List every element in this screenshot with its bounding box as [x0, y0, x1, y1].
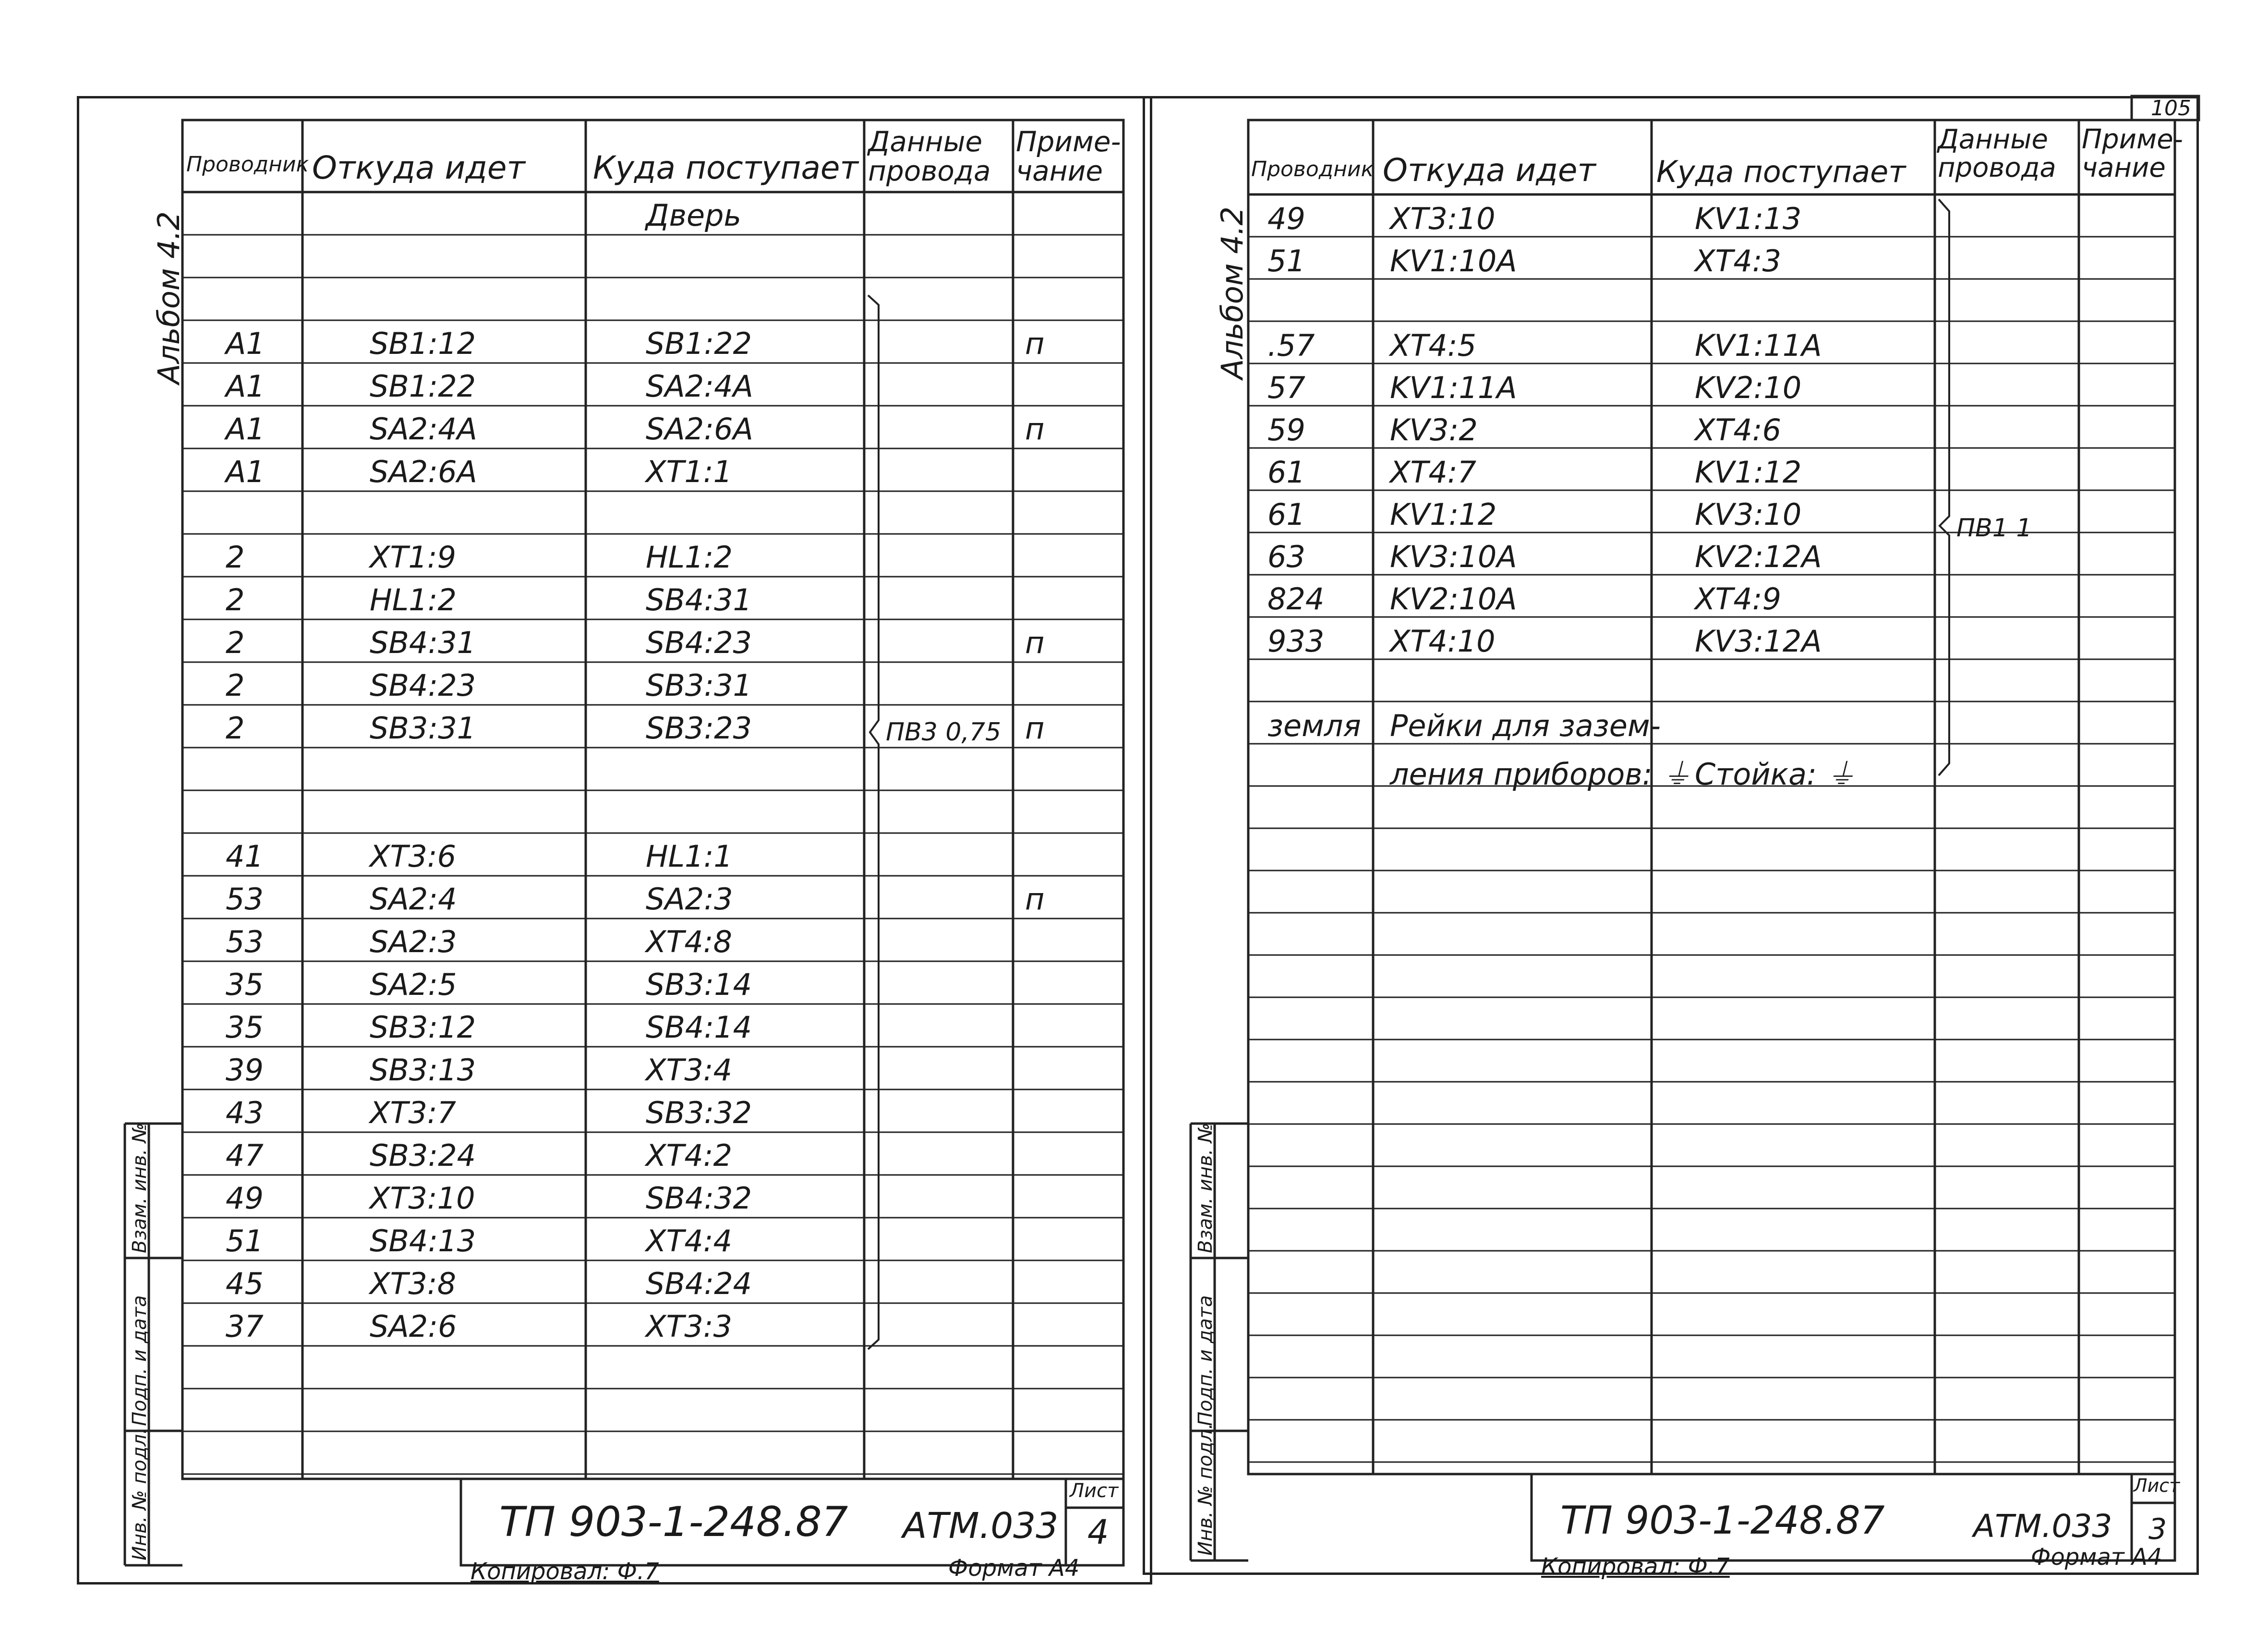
row-conductor: 45	[226, 1266, 264, 1301]
row-to: XT1:1	[646, 454, 733, 489]
right-wire-spec: ПВ1 1	[1956, 514, 2032, 543]
row-from: XT4:7	[1390, 455, 1477, 490]
row-from: SA2:6	[370, 1309, 457, 1344]
right-format: Формат А4	[2031, 1544, 2162, 1571]
row-to: KV3:12A	[1695, 624, 1822, 659]
row-conductor: 51	[1267, 243, 1305, 278]
row-from: SA2:3	[370, 924, 457, 959]
row-conductor: 53	[226, 882, 264, 917]
right-side-replace-label: Взам. инв. №	[1194, 1123, 1217, 1253]
row-to: XT4:9	[1695, 581, 1782, 617]
row-to: HL1:2	[646, 540, 733, 575]
row-conductor: 41	[226, 839, 264, 874]
row-conductor: 824	[1267, 581, 1325, 617]
row-from: XT3:10	[370, 1181, 475, 1216]
row-to: XT4:2	[646, 1138, 733, 1173]
row-from: KV1:11A	[1390, 370, 1517, 405]
row-from: ления приборов: ⏚	[1390, 757, 1692, 792]
row-from: XT4:5	[1390, 328, 1477, 363]
left-album-label: Альбом 4.2	[151, 211, 186, 384]
right-wire-bracket	[1939, 199, 1949, 775]
row-conductor: 61	[1267, 455, 1305, 490]
row-from: SA2:6A	[370, 454, 477, 489]
row-conductor: 2	[226, 711, 245, 746]
row-from: SB4:31	[370, 625, 476, 660]
row-conductor: 51	[226, 1223, 264, 1258]
row-conductor: 933	[1267, 624, 1325, 659]
row-to: SB3:23	[646, 711, 752, 746]
row-conductor: 2	[226, 668, 245, 703]
row-conductor: 59	[1267, 412, 1305, 448]
right-header-from: Откуда идет	[1383, 152, 1596, 189]
right-header-to: Куда поступает	[1656, 154, 1906, 189]
left-wire-spec: ПВ3 0,75	[886, 718, 1001, 747]
row-note: п	[1025, 711, 1045, 746]
row-to: XT4:3	[1695, 243, 1782, 278]
right-sheet-number: 3	[2148, 1512, 2167, 1546]
row-note: п	[1025, 326, 1045, 361]
left-header-note: Приме- чание	[1016, 125, 1121, 187]
row-note: п	[1025, 882, 1045, 917]
row-from: SA2:4	[370, 882, 457, 917]
left-sheet-label: Лист	[1070, 1480, 1119, 1502]
row-note: п	[1025, 625, 1045, 660]
row-from: SB4:23	[370, 668, 476, 703]
row-conductor: 47	[226, 1138, 264, 1173]
row-from: SB3:13	[370, 1052, 476, 1088]
row-to: KV3:10	[1695, 497, 1802, 532]
left-side-replace-label: Взам. инв. №	[129, 1123, 151, 1253]
row-conductor: 35	[226, 967, 264, 1002]
right-header-wire-data: Данные провода	[1938, 124, 2056, 183]
row-from: XT3:10	[1390, 201, 1496, 236]
row-conductor: А1	[226, 369, 265, 404]
row-to: SA2:4A	[646, 369, 753, 404]
row-from: SB3:24	[370, 1138, 476, 1173]
row-from: XT1:9	[370, 540, 457, 575]
row-conductor: 63	[1267, 539, 1305, 574]
row-from: SB1:12	[370, 326, 476, 361]
row-conductor: 2	[226, 540, 245, 575]
row-conductor: 2	[226, 625, 245, 660]
left-sheet-number: 4	[1087, 1512, 1109, 1552]
row-from: XT4:10	[1390, 624, 1496, 659]
row-from: Рейки для зазем-	[1390, 708, 1661, 743]
right-side-inv-label: Инв. № подл.	[1194, 1423, 1217, 1556]
row-from: SB3:31	[370, 711, 476, 746]
right-header-conductor: Проводник	[1251, 157, 1374, 181]
row-to: KV2:10	[1695, 370, 1802, 405]
row-to: KV1:13	[1695, 201, 1802, 236]
row-to: SB3:32	[646, 1095, 752, 1130]
row-from: XT3:7	[370, 1095, 457, 1130]
row-conductor: 2	[226, 582, 245, 617]
row-from: XT3:8	[370, 1266, 457, 1301]
row-to: KV1:11A	[1695, 328, 1822, 363]
row-from: HL1:2	[370, 582, 457, 617]
row-conductor: А1	[226, 326, 265, 361]
row-to: KV1:12	[1695, 455, 1802, 490]
right-album-label: Альбом 4.2	[1215, 206, 1250, 379]
row-conductor: 39	[226, 1052, 264, 1088]
row-from: SB4:13	[370, 1223, 476, 1258]
right-header-note: Приме- чание	[2082, 124, 2183, 183]
row-conductor: А1	[226, 454, 265, 489]
row-to: XT4:6	[1695, 412, 1782, 448]
left-header-from: Откуда идет	[312, 149, 525, 186]
right-side-sign-label: Подп. и дата	[1194, 1295, 1217, 1426]
row-conductor: 35	[226, 1010, 264, 1045]
row-to: XT4:4	[646, 1223, 733, 1258]
row-to: SB3:31	[646, 668, 752, 703]
row-to: SB4:24	[646, 1266, 752, 1301]
left-header-wire-data: Данные провода	[868, 125, 991, 187]
row-to: XT3:4	[646, 1052, 733, 1088]
row-to: SB4:23	[646, 625, 752, 660]
row-from: KV3:10A	[1390, 539, 1517, 574]
row-from: KV2:10A	[1390, 581, 1517, 617]
row-from: SA2:5	[370, 967, 457, 1002]
left-copied-by: Копировал: Ф.7	[470, 1558, 659, 1585]
row-conductor: 53	[226, 924, 264, 959]
row-to: Стойка: ⏚	[1695, 757, 1856, 792]
row-to: HL1:1	[646, 839, 733, 874]
row-to: SB4:31	[646, 582, 752, 617]
row-conductor: 61	[1267, 497, 1305, 532]
row-note: п	[1025, 411, 1045, 447]
row-to: SA2:3	[646, 882, 733, 917]
row-from: KV3:2	[1390, 412, 1478, 448]
row-conductor: .57	[1267, 328, 1315, 363]
row-from: KV1:10A	[1390, 243, 1517, 278]
row-to: SB4:32	[646, 1181, 752, 1216]
row-conductor: 37	[226, 1309, 264, 1344]
row-from: KV1:12	[1390, 497, 1497, 532]
row-conductor: 49	[226, 1181, 264, 1216]
right-sheet-label: Лист	[2134, 1475, 2180, 1496]
row-to: SB1:22	[646, 326, 752, 361]
row-conductor: 43	[226, 1095, 264, 1130]
row-to: SB4:14	[646, 1010, 752, 1045]
left-header-to: Куда поступает	[593, 149, 858, 186]
row-conductor: А1	[226, 411, 265, 447]
right-page-number: 105	[2151, 96, 2191, 121]
left-doc-suffix: АТМ.033	[903, 1505, 1059, 1547]
left-side-inv-label: Инв. № подл.	[129, 1428, 151, 1560]
left-header-conductor: Проводник	[186, 152, 309, 177]
row-conductor: земля	[1267, 708, 1361, 743]
row-from: SB3:12	[370, 1010, 476, 1045]
right-doc-suffix: АТМ.033	[1973, 1508, 2112, 1545]
row-to: XT4:8	[646, 924, 733, 959]
row-to: SA2:6A	[646, 411, 753, 447]
left-doc-code: ТП 903-1-248.87	[499, 1498, 848, 1546]
row-conductor: 49	[1267, 201, 1305, 236]
left-side-sign-label: Подп. и дата	[129, 1295, 151, 1426]
row-to: KV2:12A	[1695, 539, 1822, 574]
row-from: XT3:6	[370, 839, 457, 874]
right-copied-by: Копировал: Ф.7	[1541, 1553, 1730, 1580]
row-to: SB3:14	[646, 967, 752, 1002]
row-from: SB1:22	[370, 369, 476, 404]
row-conductor: 57	[1267, 370, 1305, 405]
row-to: Дверь	[646, 198, 742, 233]
left-format: Формат А4	[948, 1555, 1080, 1582]
row-to: XT3:3	[646, 1309, 733, 1344]
row-from: SA2:4A	[370, 411, 477, 447]
right-doc-code: ТП 903-1-248.87	[1560, 1498, 1885, 1543]
